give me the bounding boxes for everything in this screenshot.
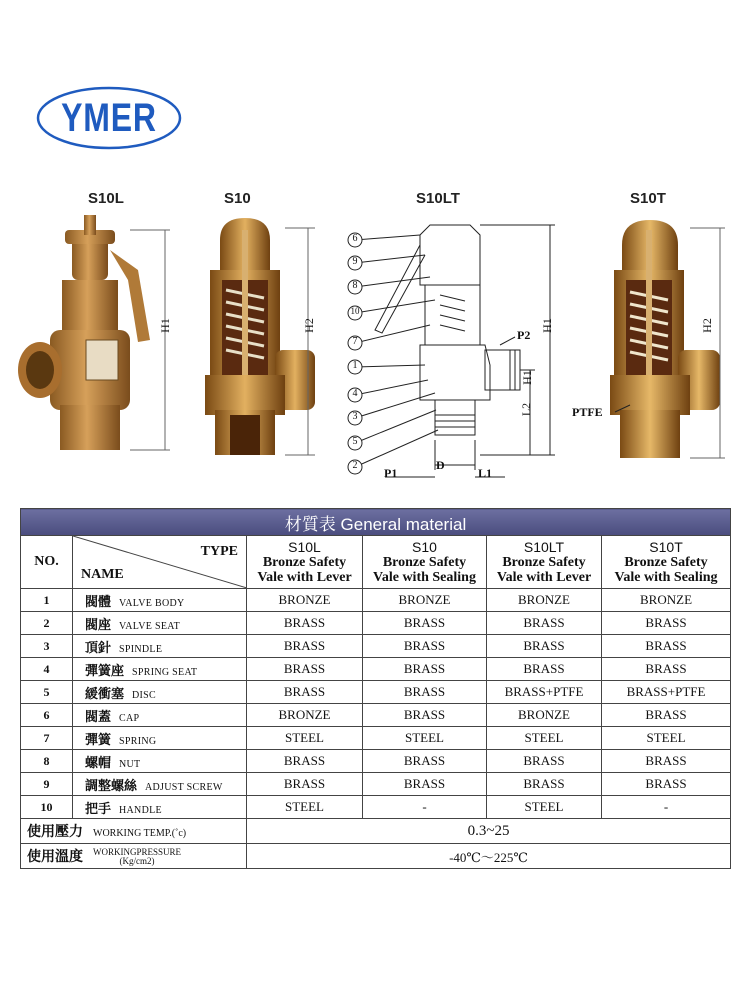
material-cell: STEEL: [602, 727, 731, 750]
callout-9: 9: [352, 256, 358, 267]
table-row: [21, 796, 731, 819]
part-name: [73, 750, 247, 773]
part-name-cn: 閥體: [85, 593, 112, 609]
row-number: 5: [21, 681, 73, 704]
table-row: [21, 635, 731, 658]
callout-5: 5: [352, 436, 358, 447]
row-number: 7: [21, 727, 73, 750]
table-title-row: [21, 509, 731, 536]
footer-label-2: 使用溫度 WORKINGPRESSURE (Kg/cm2): [21, 844, 247, 869]
column-header-s10lt: S10LT Bronze Safety Vale with Lever: [487, 536, 602, 589]
type-header: TYPE: [200, 544, 238, 559]
part-name: [73, 796, 247, 819]
part-name-cn: 調整螺絲: [85, 777, 138, 793]
material-cell: BRASS: [487, 773, 602, 796]
material-cell: BRASS: [363, 658, 487, 681]
dimension-h2-s10: H2: [301, 318, 316, 333]
part-name-en: SPRING SEAT: [132, 666, 198, 678]
callout-2: 2: [352, 460, 358, 471]
column-header-s10t: S10T Bronze Safety Vale with Sealing: [602, 536, 731, 589]
table-header-row: [21, 536, 731, 589]
model-title-s10lt: S10LT: [416, 190, 460, 207]
callout-1: 1: [352, 360, 358, 371]
part-name-cn: 頂針: [85, 639, 112, 655]
material-cell: BRASS: [487, 750, 602, 773]
material-cell: STEEL: [487, 796, 602, 819]
material-cell: BRASS: [247, 681, 363, 704]
name-header: NAME: [81, 567, 124, 582]
material-cell: BRONZE: [487, 704, 602, 727]
material-cell: BRASS: [247, 612, 363, 635]
part-name: [73, 635, 247, 658]
row-number: 6: [21, 704, 73, 727]
part-name-en: SPINDLE: [119, 643, 163, 655]
no-header: NO.: [21, 536, 73, 589]
part-name-en: HANDLE: [119, 804, 162, 816]
material-cell: BRASS: [487, 635, 602, 658]
row-number: 3: [21, 635, 73, 658]
part-name-cn: 閥座: [85, 616, 112, 632]
dimension-l1: L1: [478, 466, 493, 480]
material-cell: BRASS: [247, 658, 363, 681]
callout-4: 4: [352, 388, 358, 399]
dimension-h1-s10lt-outer: H1: [539, 318, 554, 333]
row-number: 9: [21, 773, 73, 796]
dimension-d: D: [436, 458, 445, 472]
part-name-cn: 把手: [85, 800, 112, 816]
part-name-en: ADJUST SCREW: [145, 781, 223, 793]
row-number: 8: [21, 750, 73, 773]
table-row: [21, 727, 731, 750]
part-name: [73, 612, 247, 635]
table-row: [21, 658, 731, 681]
material-cell: BRASS: [487, 658, 602, 681]
table-row: [21, 612, 731, 635]
callout-10: 10: [350, 306, 360, 316]
callout-3: 3: [352, 411, 358, 422]
material-cell: BRONZE: [247, 589, 363, 612]
material-cell: BRASS: [247, 635, 363, 658]
footer-value-1: 0.3~25: [247, 819, 731, 844]
part-name-en: VALVE SEAT: [119, 620, 181, 632]
model-title-s10l: S10L: [88, 190, 124, 207]
dimension-p1: P1: [384, 466, 398, 480]
callout-7: 7: [352, 336, 358, 347]
label-ptfe: PTFE: [572, 405, 603, 419]
dimension-h2-s10t: H2: [699, 318, 714, 333]
dimension-h1-s10lt-inner: H1: [519, 370, 534, 385]
material-cell: BRASS: [602, 635, 731, 658]
table-row: [21, 681, 731, 704]
valve-s10-cutaway-image: [190, 210, 330, 470]
part-name: [73, 727, 247, 750]
part-name: [73, 658, 247, 681]
part-name: [73, 773, 247, 796]
material-cell: BRASS: [602, 773, 731, 796]
material-cell: STEEL: [247, 727, 363, 750]
row-number: 10: [21, 796, 73, 819]
footer-value-2: -40℃～225℃: [247, 844, 731, 869]
material-cell: BRASS: [363, 635, 487, 658]
dimension-h1-s10l: H1: [157, 318, 172, 333]
material-cell: BRASS: [602, 704, 731, 727]
material-cell: BRONZE: [247, 704, 363, 727]
material-cell: BRASS+PTFE: [602, 681, 731, 704]
material-cell: BRASS: [363, 612, 487, 635]
material-cell: -: [602, 796, 731, 819]
material-cell: BRASS: [247, 750, 363, 773]
model-title-s10: S10: [224, 190, 251, 207]
material-cell: BRASS: [363, 704, 487, 727]
material-cell: BRASS: [602, 658, 731, 681]
material-cell: BRASS+PTFE: [487, 681, 602, 704]
material-cell: BRASS: [247, 773, 363, 796]
material-cell: BRASS: [363, 681, 487, 704]
table-row: [21, 704, 731, 727]
part-name-cn: 緩衝塞: [85, 685, 125, 701]
row-number: 1: [21, 589, 73, 612]
table-row: [21, 773, 731, 796]
table-row: [21, 589, 731, 612]
callout-6: 6: [352, 233, 358, 244]
table-title: 材質表 General material: [21, 509, 731, 536]
part-name-cn: 彈簧座: [85, 662, 125, 678]
column-header-s10: S10 Bronze Safety Vale with Sealing: [363, 536, 487, 589]
part-name-cn: 螺帽: [85, 754, 112, 770]
valve-s10lt-drawing: [340, 215, 570, 480]
part-name: [73, 681, 247, 704]
valve-s10t-cutaway-image: [600, 210, 740, 470]
part-name: [73, 704, 247, 727]
row-number: 4: [21, 658, 73, 681]
part-name-en: DISC: [132, 689, 156, 701]
type-name-header: [73, 536, 247, 589]
material-cell: STEEL: [247, 796, 363, 819]
material-cell: BRASS: [487, 612, 602, 635]
dimension-p2: P2: [517, 328, 531, 342]
part-name: [73, 589, 247, 612]
material-cell: -: [363, 796, 487, 819]
working-pressure-row: [21, 819, 731, 844]
valve-s10l-image: [10, 210, 180, 470]
working-temp-row: [21, 844, 731, 869]
callout-8: 8: [352, 280, 358, 291]
material-cell: BRONZE: [487, 589, 602, 612]
material-cell: BRASS: [602, 612, 731, 635]
part-name-cn: 彈簧: [85, 731, 112, 747]
dimension-l2: L2: [519, 402, 534, 417]
row-number: 2: [21, 612, 73, 635]
material-cell: BRASS: [363, 773, 487, 796]
material-table: [20, 508, 731, 869]
material-cell: STEEL: [487, 727, 602, 750]
material-cell: STEEL: [363, 727, 487, 750]
model-title-s10t: S10T: [630, 190, 666, 207]
part-name-en: SPRING: [119, 735, 157, 747]
part-name-en: CAP: [119, 712, 140, 724]
material-cell: BRASS: [363, 750, 487, 773]
footer-label-1: 使用壓力 WORKING TEMP.(˚c): [21, 819, 247, 844]
brand-logo-text: YMER: [61, 95, 157, 140]
part-name-en: VALVE BODY: [119, 597, 185, 609]
material-cell: BRONZE: [363, 589, 487, 612]
material-cell: BRONZE: [602, 589, 731, 612]
column-header-s10l: S10L Bronze Safety Vale with Lever: [247, 536, 363, 589]
part-name-cn: 閥蓋: [85, 708, 112, 724]
material-cell: BRASS: [602, 750, 731, 773]
table-row: [21, 750, 731, 773]
part-name-en: NUT: [119, 758, 141, 770]
